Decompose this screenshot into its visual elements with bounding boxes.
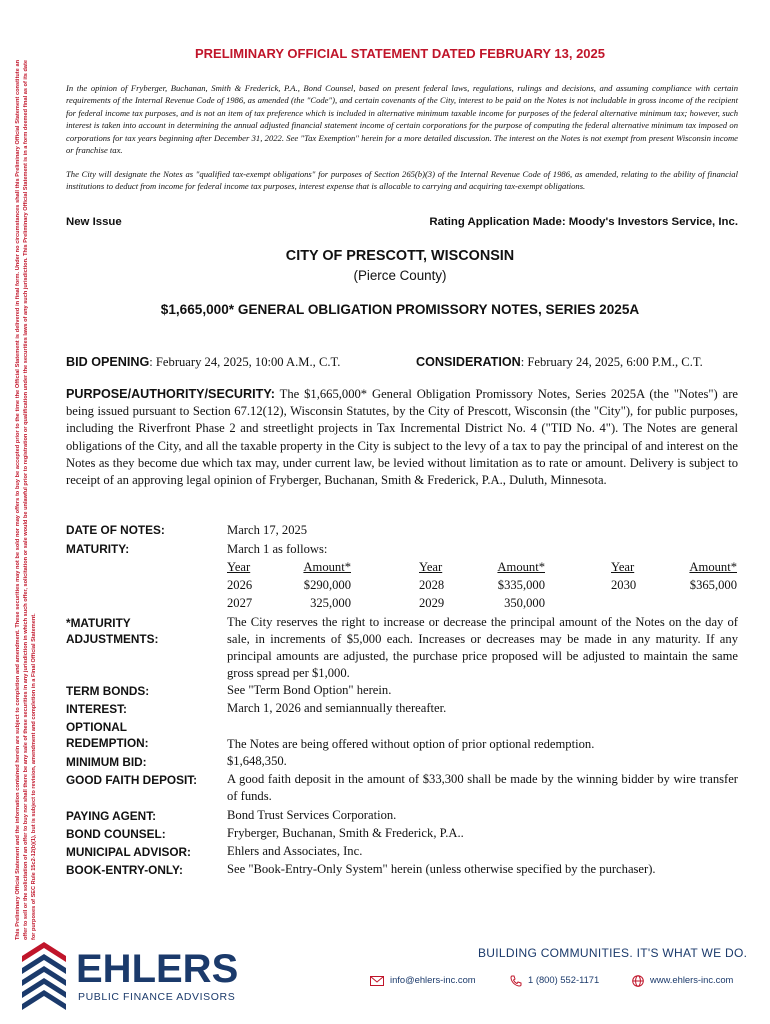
sidebar-legal-notice-text: This Preliminary Official Statement and the information contained herein are subject to completion and amendment. These securities may not be sold nor may offers to buy be accepted prior to the time the Official Statement is delivered in final form. Under no circumstances shall this Preliminary Official Statement constitute an offer to sell or the solicitation of an offer to buy nor shall there be any sale of these securities in any jurisdiction in which such offer, solicitation or sale would be unlawful prior to registration or qualification under the securities laws of any such jurisdiction. This Preliminary Official Statement is in a form deemed final as of its date for purposes of SEC Rule 15c2-12(b)(1), but is subject to revision, amendment and completion in a Final Official Statement. <box>15 60 38 940</box>
sidebar-legal-notice <box>14 60 62 940</box>
maturity-year: 2028 <box>419 578 445 592</box>
maturity-year-column <box>419 558 444 612</box>
maturity-year-column <box>227 558 252 612</box>
amount-header: Amount* <box>497 560 545 574</box>
maturity-amount: 350,000 <box>504 596 545 610</box>
bid-opening-value: : February 24, 2025, 10:00 A.M., C.T. <box>149 355 341 369</box>
maturity-amount-column <box>679 558 737 594</box>
paying-agent-value: Bond Trust Services Corporation. <box>227 808 397 822</box>
year-header: Year <box>419 560 443 574</box>
svg-text:PUBLIC FINANCE ADVISORS: PUBLIC FINANCE ADVISORS <box>78 991 236 1003</box>
tax-opinion-paragraph: In the opinion of Fryberger, Buchanan, Smith & Frederick, P.A., Bond Counsel, based on present federal laws, regulations, rulings and decisions, and assuming compliance with certain requirements of the Internal Revenue Code of 1986, as amended (the "Code"), and certain covenants of the City, interest to be paid on the Notes is not includable in gross income of the recipient for federal income tax purposes, and is not an item of tax preference which is included in alternative minimum taxable income for purposes of the federal alternative minimum tax; however, such interest is taken into account in determining the annual adjusted financial statement income of certain corporations for the purpose of computing the federal alternative minimum tax imposed on corporations for tax years beginning after December 31, 2022. See "Tax Exemption" herein for a more detailed discussion. The interest on the Notes is not exempt from present Wisconsin income or franchise tax. <box>66 83 738 156</box>
ehlers-logo-icon <box>22 938 242 1018</box>
globe-icon <box>632 975 644 987</box>
maturity-year: 2029 <box>419 596 445 610</box>
envelope-icon <box>370 976 384 986</box>
footer-email[interactable] <box>370 974 476 986</box>
bid-opening <box>66 355 340 369</box>
optional-redemption-label-line: REDEMPTION: <box>66 736 149 751</box>
footer-phone[interactable] <box>510 974 599 987</box>
svg-text:EHLERS: EHLERS <box>76 947 239 991</box>
maturity-value: March 1 as follows: <box>227 542 328 556</box>
maturity-amount: $335,000 <box>497 578 545 592</box>
bond-counsel-value: Fryberger, Buchanan, Smith & Frederick, P.A.. <box>227 826 464 840</box>
maturity-year: 2026 <box>227 578 253 592</box>
bid-consideration-row <box>66 355 738 370</box>
maturity-label: MATURITY: <box>66 542 130 556</box>
date-of-notes-label: DATE OF NOTES: <box>66 523 165 537</box>
maturity-amount: $365,000 <box>689 578 737 592</box>
footer-phone-text[interactable]: 1 (800) 552-1171 <box>528 974 600 985</box>
maturity-year: 2030 <box>611 578 637 592</box>
maturity-amount: 325,000 <box>310 596 351 610</box>
purpose-text: The $1,665,000* General Obligation Promissory Notes, Series 2025A (the "Notes") are being issued pursuant to Section 67.12(12), Wisconsin Statutes, by the City of Prescott, Wisconsin (the "City"), for public purposes, including the Riverfront Phase 2 and streetlight projects in Tax Incremental District No. 4 ("TID No. 4"). The Notes are general obligations of the City, and all the taxable property in the City is subject to the levy of a tax to pay the principal of and interest on the Notes as they become due which tax may, under current law, be levied without limitation as to rate or amount. Delivery is subject to receipt of an approving legal opinion of Fryberger, Buchanan, Smith & Frederick, P.A., Duluth, Minnesota. <box>66 387 738 488</box>
footer-website[interactable] <box>632 974 733 987</box>
maturity-adjustments-label-line: ADJUSTMENTS: <box>66 632 159 647</box>
issuer-name: CITY OF PRESCOTT, WISCONSIN <box>285 248 515 264</box>
consideration <box>416 355 703 370</box>
book-entry-label: BOOK-ENTRY-ONLY: <box>66 863 183 877</box>
footer-tagline: BUILDING COMMUNITIES. IT'S WHAT WE DO. <box>478 946 748 960</box>
maturity-amount-column <box>297 558 351 612</box>
consideration-label: CONSIDERATION <box>416 355 521 369</box>
new-issue-label: New Issue <box>66 216 122 228</box>
consideration-value: : February 24, 2025, 6:00 P.M., C.T. <box>520 355 703 369</box>
document-headline: PRELIMINARY OFFICIAL STATEMENT DATED FEBRUARY 13, 2025 <box>194 46 606 61</box>
issue-title: $1,665,000* GENERAL OBLIGATION PROMISSORY NOTES, SERIES 2025A <box>160 302 640 317</box>
municipal-advisor-value: Ehlers and Associates, Inc. <box>227 844 363 858</box>
paying-agent-label: PAYING AGENT: <box>66 809 157 823</box>
ehlers-logo[interactable] <box>22 938 242 1018</box>
phone-icon <box>510 975 522 987</box>
footer-website-text[interactable]: www.ehlers-inc.com <box>650 974 734 985</box>
purpose-paragraph <box>66 386 738 489</box>
good-faith-deposit-label: GOOD FAITH DEPOSIT: <box>66 773 198 787</box>
maturity-adjustments-label-line: *MATURITY <box>66 616 131 630</box>
maturity-amount-column <box>489 558 545 612</box>
maturity-adjustments-value: The City reserves the right to increase or decrease the principal amount of the Notes on the day of sale, in increments of $5,000 each. Increases or decreases may be made in any maturity. If any principal amounts are adjusted, the purchase price proposed will be adjusted to maintain the same gross spread per $1,000. <box>227 615 738 680</box>
optional-redemption-label <box>66 719 226 752</box>
term-bonds-value: See "Term Bond Option" herein. <box>227 683 392 697</box>
bond-counsel-label: BOND COUNSEL: <box>66 827 166 841</box>
amount-header: Amount* <box>689 560 737 574</box>
designation-paragraph: The City will designate the Notes as "qualified tax-exempt obligations" for purposes of Section 265(b)(3) of the Internal Revenue Code of 1986, as amended, relating to the ability of financial institutions to deduct from income for federal income tax purposes, interest expense that is allocable to carrying and acquiring tax-exempt obligations. <box>66 169 738 192</box>
interest-label: INTEREST: <box>66 702 127 716</box>
minimum-bid-label: MINIMUM BID: <box>66 755 147 769</box>
maturity-year-column <box>611 558 636 594</box>
rating-label: Rating Application Made: Moody's Investors Service, Inc. <box>429 216 738 228</box>
date-of-notes-value: March 17, 2025 <box>227 523 308 537</box>
term-bonds-label: TERM BONDS: <box>66 684 150 698</box>
maturity-year: 2027 <box>227 596 253 610</box>
issue-rating-row <box>66 216 738 228</box>
municipal-advisor-label: MUNICIPAL ADVISOR: <box>66 845 191 859</box>
year-header: Year <box>227 560 251 574</box>
interest-value: March 1, 2026 and semiannually thereafter. <box>227 701 447 715</box>
footer-email-text[interactable]: info@ehlers-inc.com <box>390 974 476 985</box>
maturity-adjustments-label <box>66 615 226 648</box>
good-faith-deposit-value: A good faith deposit in the amount of $33,300 shall be made by the winning bidder by wire transfer of funds. <box>227 772 738 803</box>
maturity-amount: $290,000 <box>303 578 351 592</box>
bid-opening-label: BID OPENING <box>66 355 150 369</box>
year-header: Year <box>611 560 635 574</box>
purpose-label: PURPOSE/AUTHORITY/SECURITY: <box>66 387 275 401</box>
issuer-county: (Pierce County) <box>353 268 447 283</box>
book-entry-value: See "Book-Entry-Only System" herein (unless otherwise specified by the purchaser). <box>227 862 656 876</box>
optional-redemption-label-line: OPTIONAL <box>66 720 127 734</box>
amount-header: Amount* <box>303 560 351 574</box>
optional-redemption-value: The Notes are being offered without option of prior optional redemption. <box>227 737 595 751</box>
minimum-bid-value: $1,648,350. <box>227 754 287 768</box>
